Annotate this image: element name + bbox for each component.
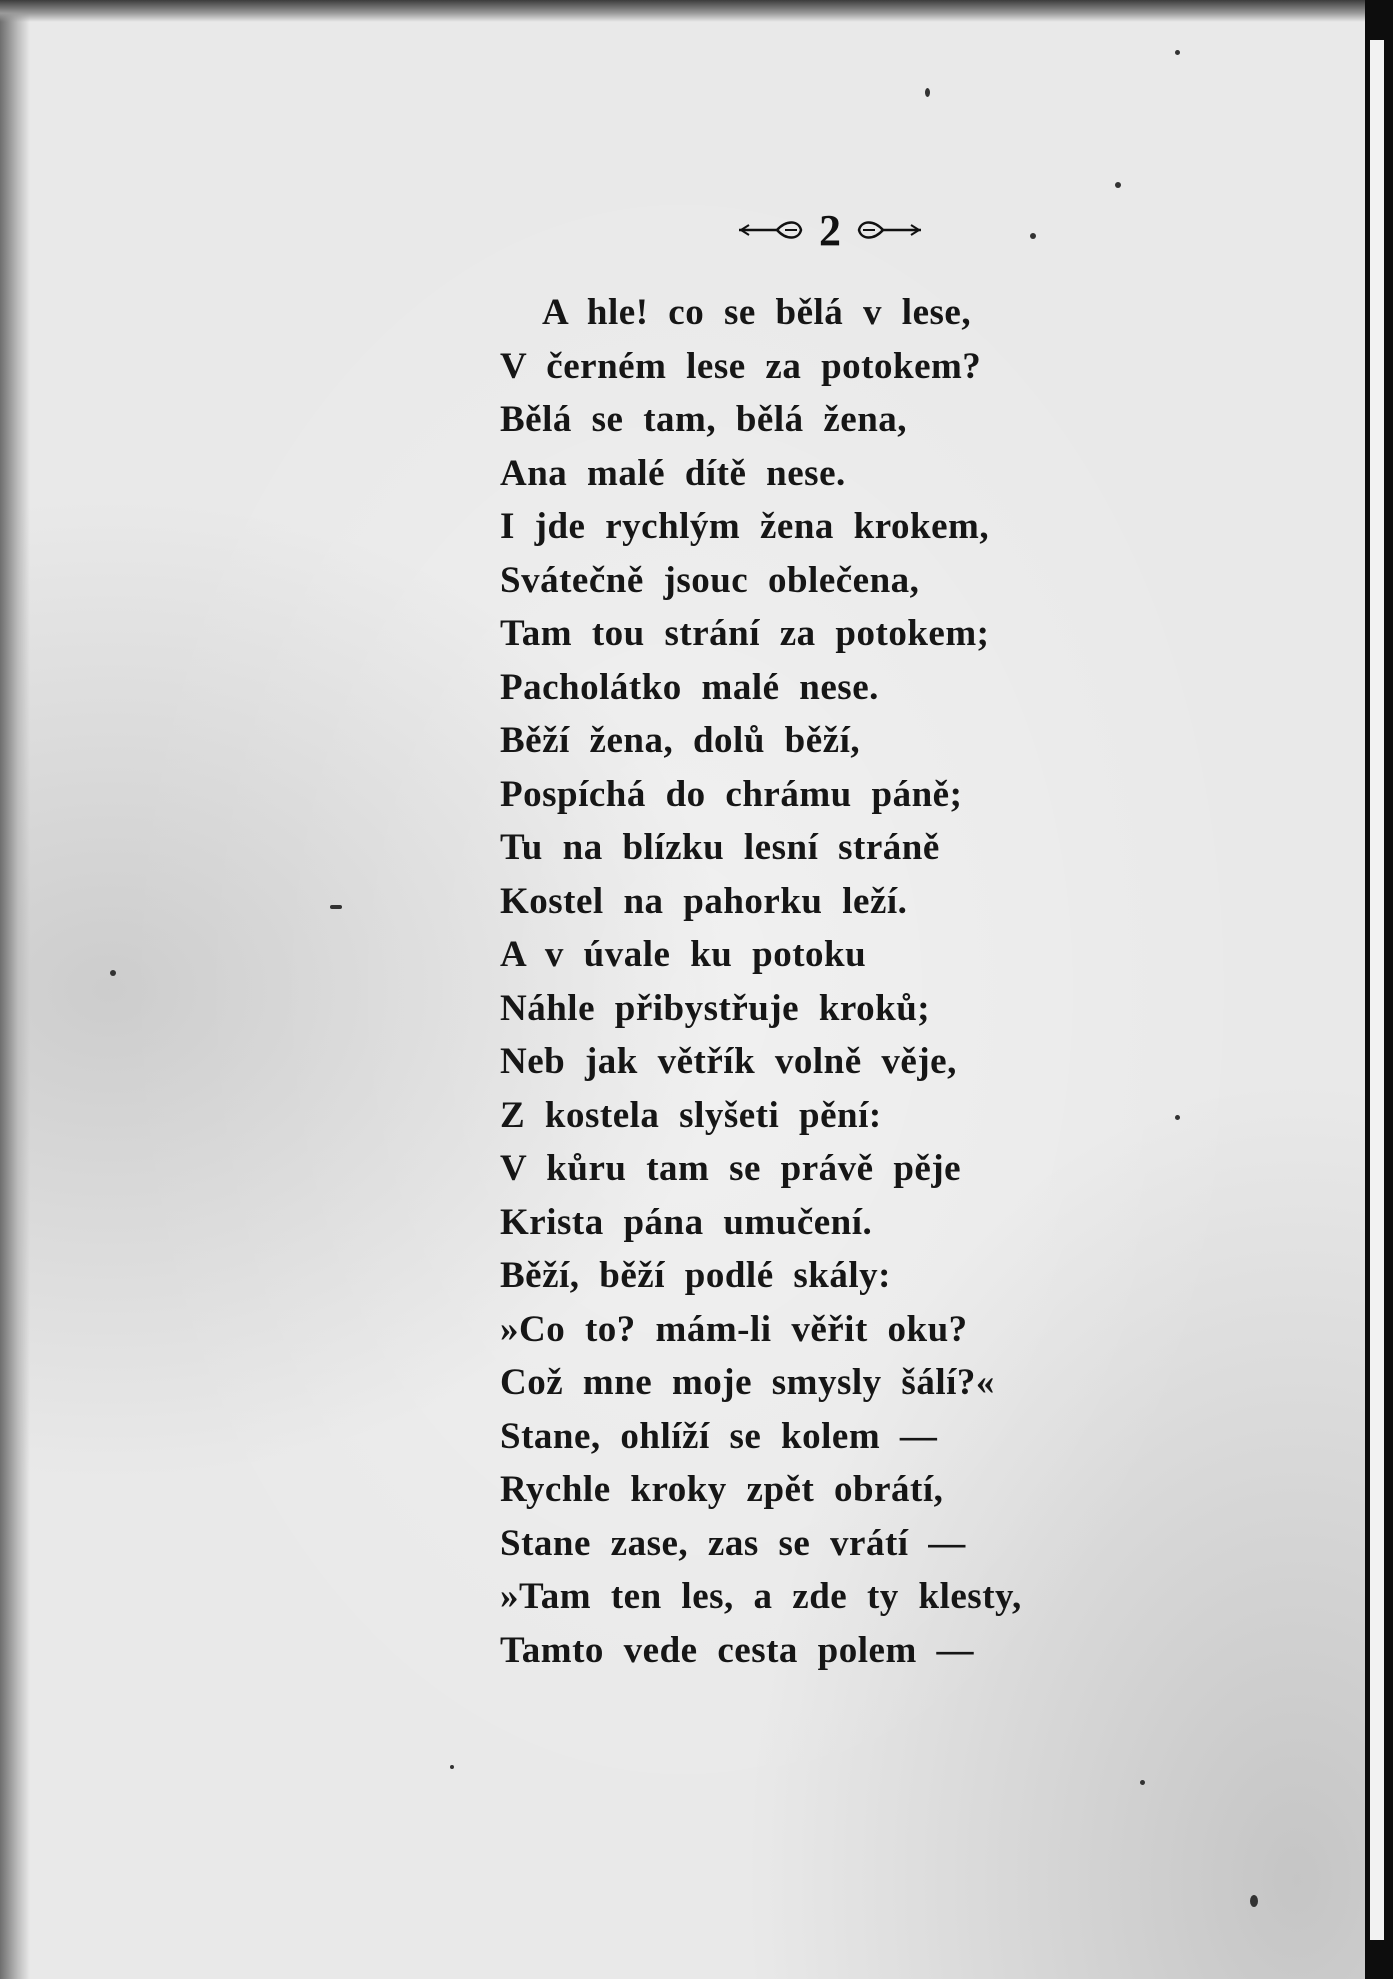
poem-line: Rychle kroky zpět obrátí, xyxy=(500,1469,944,1510)
poem-line: »Co to? mám-li věřit oku? xyxy=(500,1308,968,1350)
poem-line: Náhle přibystřuje kroků; xyxy=(500,987,931,1029)
ink-speck xyxy=(925,88,930,97)
poem-text xyxy=(500,286,1140,1677)
poem-line: Krista pána umučení. xyxy=(500,1201,873,1243)
poem-line: Tu na blízku lesní stráně xyxy=(500,827,940,868)
right-ornament-icon xyxy=(853,215,923,245)
poem-line: Což mne moje smysly šálí?« xyxy=(500,1362,995,1403)
ink-speck xyxy=(330,905,342,909)
page-number: 2 xyxy=(819,205,841,255)
poem-line: I jde rychlým žena krokem, xyxy=(500,506,990,547)
poem-line: Stane, ohlíží se kolem — xyxy=(500,1415,938,1457)
poem-line: Stane zase, zas se vrátí — xyxy=(500,1522,966,1564)
left-ornament-icon xyxy=(737,215,807,245)
ink-speck xyxy=(1175,50,1180,55)
ink-speck xyxy=(450,1765,454,1769)
poem-line: Pospíchá do chrámu páně; xyxy=(500,773,963,815)
page-top-edge xyxy=(0,0,1365,22)
poem-line: V černém lese za potokem? xyxy=(500,345,982,387)
ink-speck xyxy=(110,970,116,976)
poem-line: A v úvale ku potoku xyxy=(500,934,867,975)
poem-line: Tam tou strání za potokem; xyxy=(500,613,990,654)
ink-speck xyxy=(1250,1895,1258,1907)
poem-line: Svátečně jsouc oblečena, xyxy=(500,559,920,601)
poem-line: Neb jak větřík volně věje, xyxy=(500,1041,957,1082)
page-number-header xyxy=(690,200,970,260)
ink-speck xyxy=(1140,1780,1145,1785)
poem-line: A hle! co se bělá v lese, xyxy=(542,292,972,333)
poem-line: Ana malé dítě nese. xyxy=(500,452,846,494)
poem-line: Kostel na pahorku leží. xyxy=(500,880,908,922)
poem-line: Pacholátko malé nese. xyxy=(500,666,879,708)
ink-speck xyxy=(1115,182,1121,188)
page-binding-edge xyxy=(0,0,30,1979)
poem-line: Z kostela slyšeti pění: xyxy=(500,1094,882,1136)
ink-speck xyxy=(1030,233,1036,239)
next-page-sliver xyxy=(1370,40,1384,1940)
poem-line: Bělá se tam, bělá žena, xyxy=(500,399,908,440)
poem-line: Tamto vede cesta polem — xyxy=(500,1629,975,1671)
ink-speck xyxy=(1175,1115,1180,1120)
poem-line: »Tam ten les, a zde ty klesty, xyxy=(500,1576,1022,1617)
poem-line: V kůru tam se právě pěje xyxy=(500,1148,962,1189)
poem-line: Běží, běží podlé skály: xyxy=(500,1255,891,1296)
poem-line: Běží žena, dolů běží, xyxy=(500,720,861,761)
